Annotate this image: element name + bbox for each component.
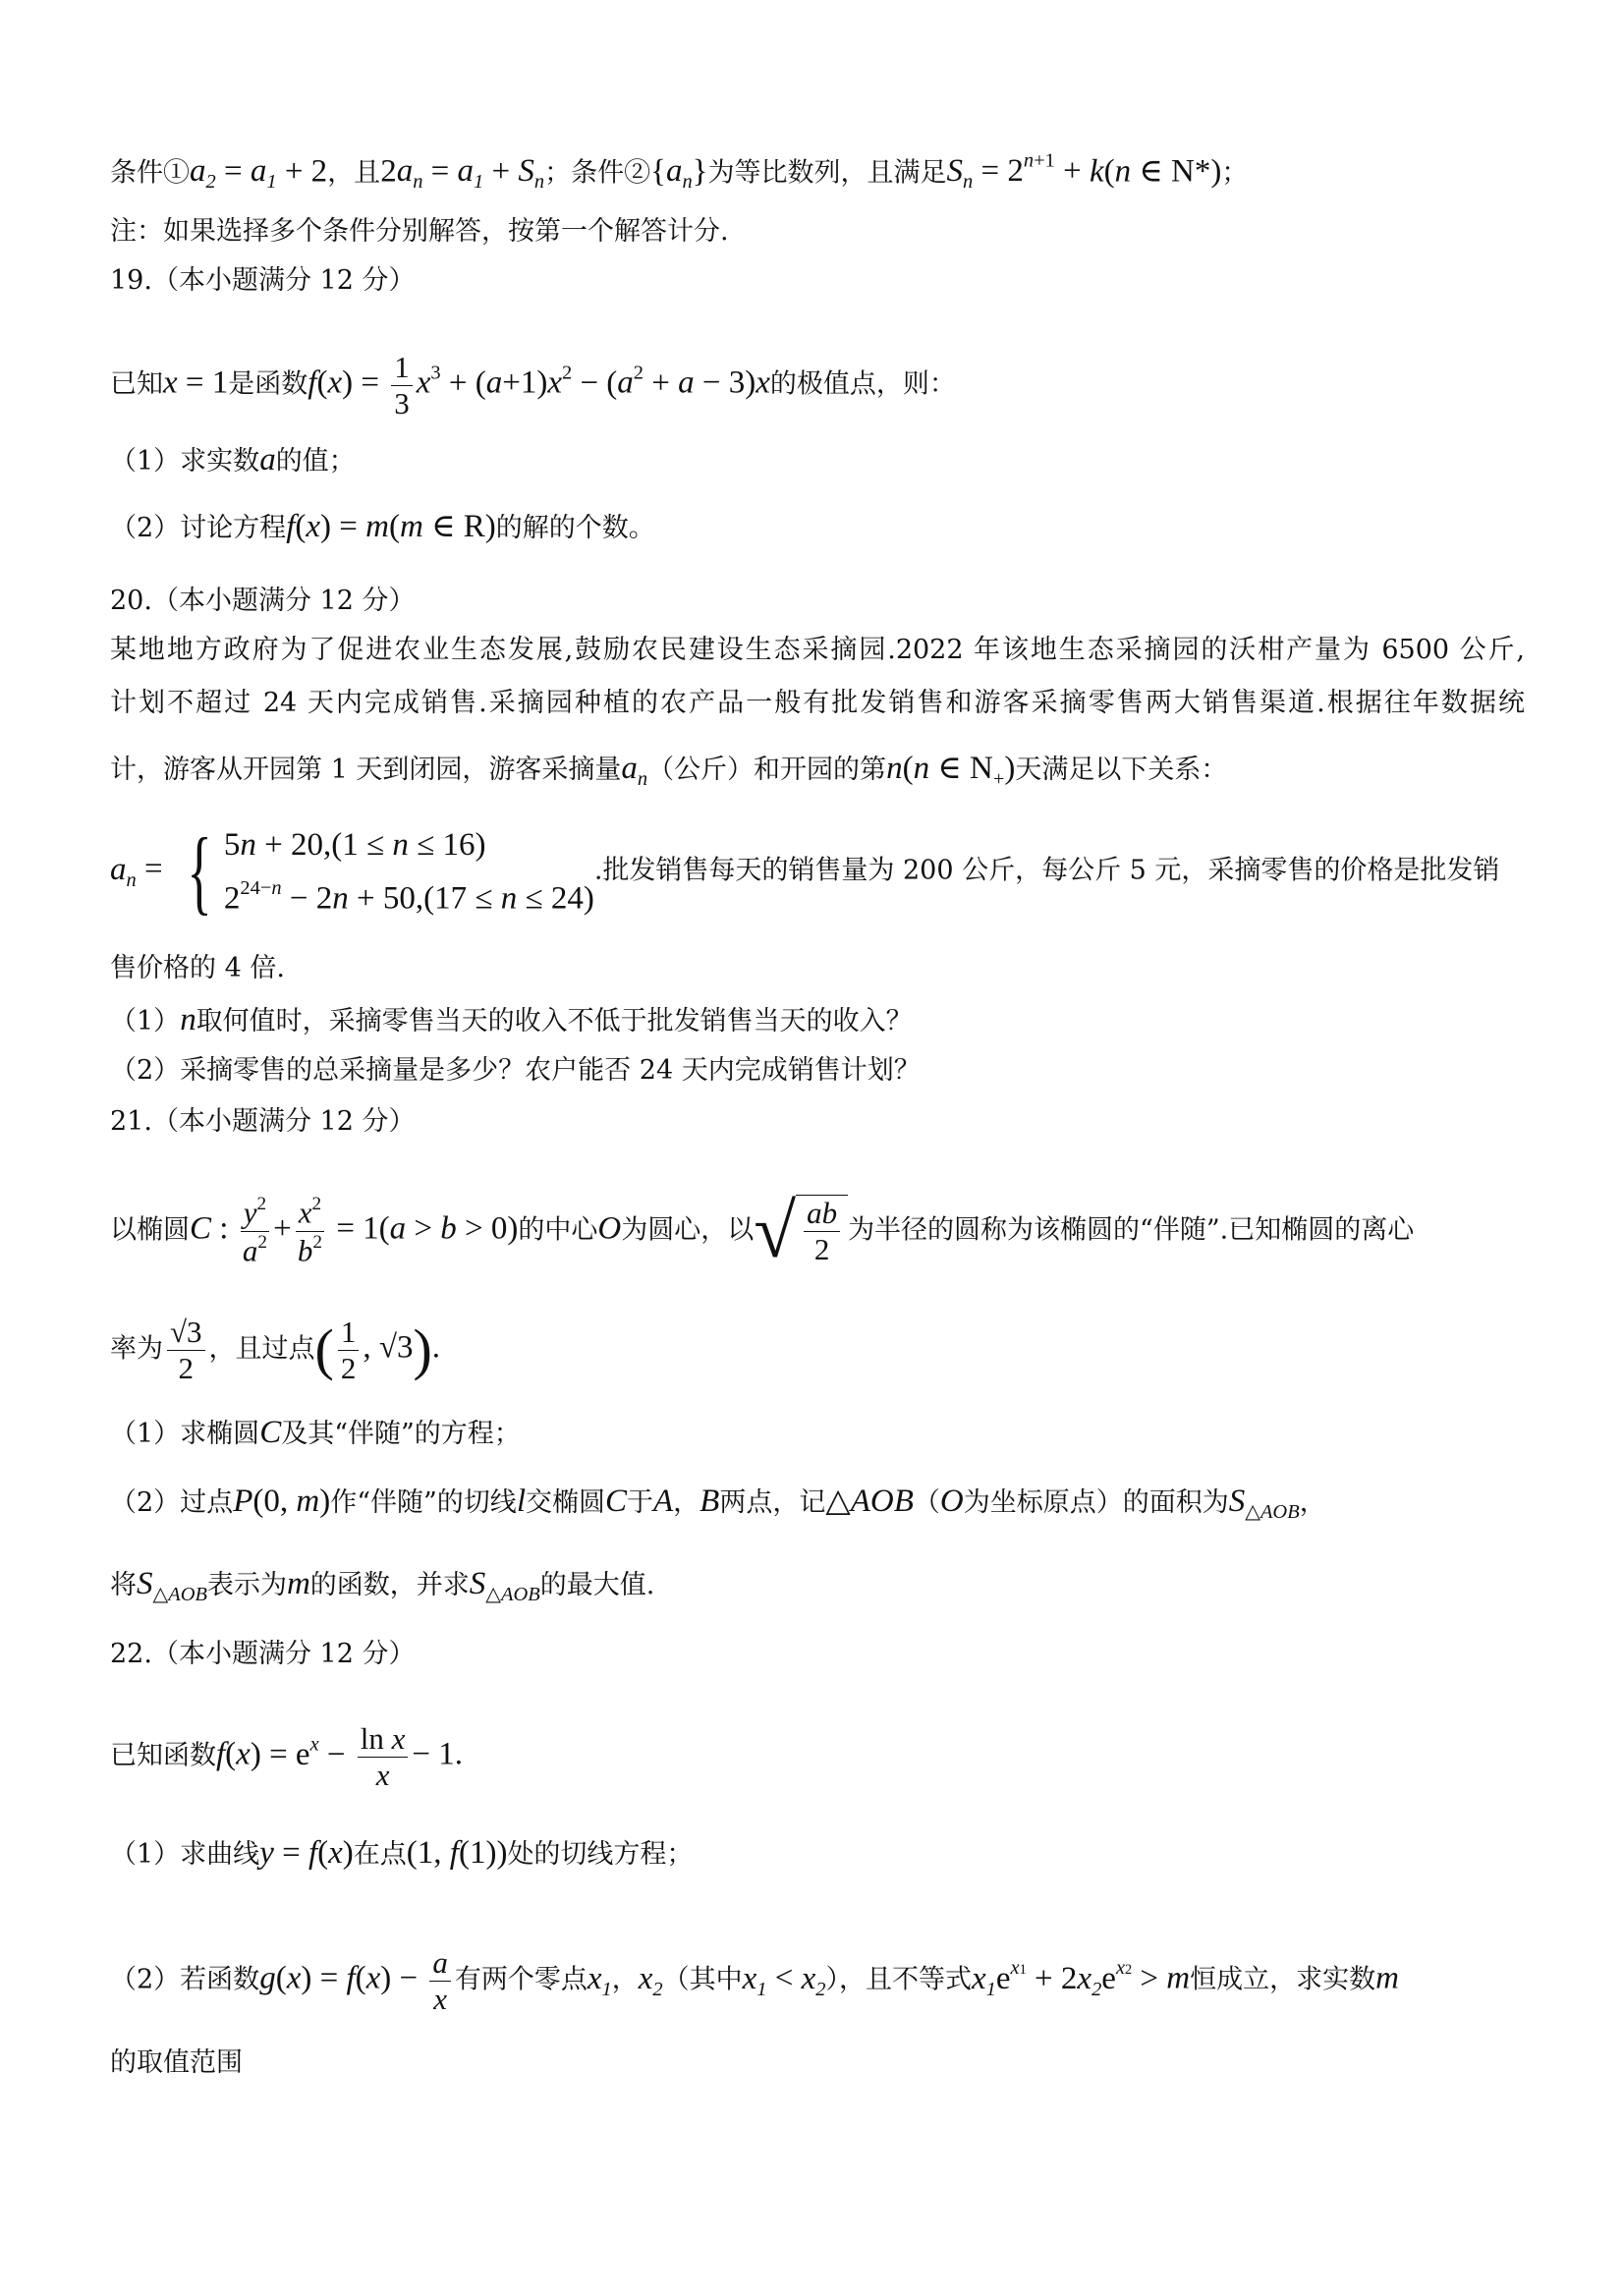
- piecewise-cases: 5n + 20,(1 ≤ n ≤ 16) $2^{24-n} - 2n + 50,(17 \le n \le 24)$: [223, 827, 594, 917]
- question-19-part-1: （1）求实数a的值；: [110, 442, 356, 477]
- question-21-stem-continued: 率为 $\frac{√3}{2}$ ，且过点( $\frac{1}{2}$ , √3).: [110, 1315, 441, 1385]
- text: 为等比数列，且满足: [707, 157, 947, 189]
- question-20-paragraph-1: 某地地方政府为了促进农业生态发展,鼓励农民建设生态采摘园.2022 年该地生态采摘园的沃柑产量为 6500 公斤,: [110, 635, 1525, 665]
- question-20-paragraph-3: 计，游客从开园第 1 天到闭园，游客采摘量$a_n$（公斤）和开园的第n(n ∈ $N_+$)天满足以下关系：: [110, 751, 1228, 791]
- question-21-stem: 以椭圆C : $\frac{y^2}{a^2}$ + $\frac{x^2}{b^2}$ = 1(a > b > 0)的中心O为圆心，以√ $\frac{ab}{2}$ 为半径的圆称为该椭圆的“伴随”.已知椭圆的离心: [110, 1188, 1415, 1273]
- question-21-part-2-continued: 将$S_{\triangle AOB}$表示为m的函数，并求$S_{\triangle AOB}$的最大值.: [110, 1566, 655, 1606]
- question-22-part-2: （2）若函数g(x) = f(x) − $\frac{a}{x}$ 有两个零点$x_1$，$x_2$（其中$x_1 < x_2$），且不等式$x_1e^{x1} + 2x_2e^{x2} > m$恒成立，求实数m: [110, 1945, 1399, 2016]
- note-line: 注：如果选择多个条件分别解答，按第一个解答计分.: [110, 216, 729, 247]
- fraction: $\frac{1}{3}$: [391, 350, 413, 420]
- question-22-stem: 已知函数$f(x) = e^x$ − $\frac{\text{ln x}}{x}$ − 1.: [110, 1721, 464, 1792]
- question-20-heading: 20.（本小题满分 12 分）: [110, 586, 416, 616]
- text: ，且: [327, 157, 381, 189]
- question-21-part-1: （1）求椭圆C及其“伴随”的方程；: [110, 1415, 521, 1450]
- text: ；: [1221, 157, 1249, 189]
- question-22-heading: 22.（本小题满分 12 分）: [110, 1639, 416, 1669]
- question-20-piecewise: $a_n$ = { 5n + 20,(1 ≤ n ≤ 16) $2^{24-n} - 2n + 50,(17 \le n \le 24)$ .批发销售每天的销售量为 200 公斤，每公斤 5 元，采摘零售的价格是批发销: [110, 818, 1500, 924]
- question-21-part-2: （2）过点P(0, m)作“伴随”的切线l交椭圆C于A，B两点，记△AOB（O为坐标原点）的面积为$S_{\triangle AOB}$，: [110, 1484, 1326, 1524]
- question-20-part-1: （1）n取何值时，采摘零售当天的收入不低于批发销售当天的收入？: [110, 1002, 913, 1037]
- text: 条件①: [110, 157, 190, 189]
- question-20-paragraph-5: 售价格的 4 倍.: [110, 953, 285, 983]
- question-22-part-2-continued: 的取值范围: [110, 2047, 243, 2078]
- question-19-part-2: （2）讨论方程f(x) = m(m ∈ R)的解的个数。: [110, 509, 655, 544]
- math: $a_2$: [190, 153, 216, 194]
- square-root: √ $\frac{ab}{2}$: [754, 1193, 848, 1269]
- question-20-paragraph-2: 计划不超过 24 天内完成销售.采摘园种植的农产品一般有批发销售和游客采摘零售两大销售渠道.根据往年数据统: [110, 688, 1525, 718]
- condition-line: 条件$①a_2 = a_1 + 2$，且$2a_n = a_1 + S_n$；条件$②\{a_n\}$为等比数列，且满足$S_n = 2^{n+1} + k(n$ ∈ N*)；: [110, 150, 1249, 194]
- text: ；条件②: [544, 157, 651, 189]
- question-22-part-1: （1）求曲线y = f(x)在点(1, f(1))处的切线方程；: [110, 1835, 694, 1871]
- question-19-heading: 19.（本小题满分 12 分）: [110, 265, 416, 296]
- question-21-heading: 21.（本小题满分 12 分）: [110, 1106, 416, 1137]
- question-20-part-2: （2）采摘零售的总采摘量是多少？农户能否 24 天内完成销售计划？: [110, 1055, 921, 1086]
- question-19-stem: 已知x = 1是函数f(x) = $\frac{1}{3}$ $x^3 + (a+1)x^2 - (a^2 + a - 3)x$的极值点，则：: [110, 350, 956, 420]
